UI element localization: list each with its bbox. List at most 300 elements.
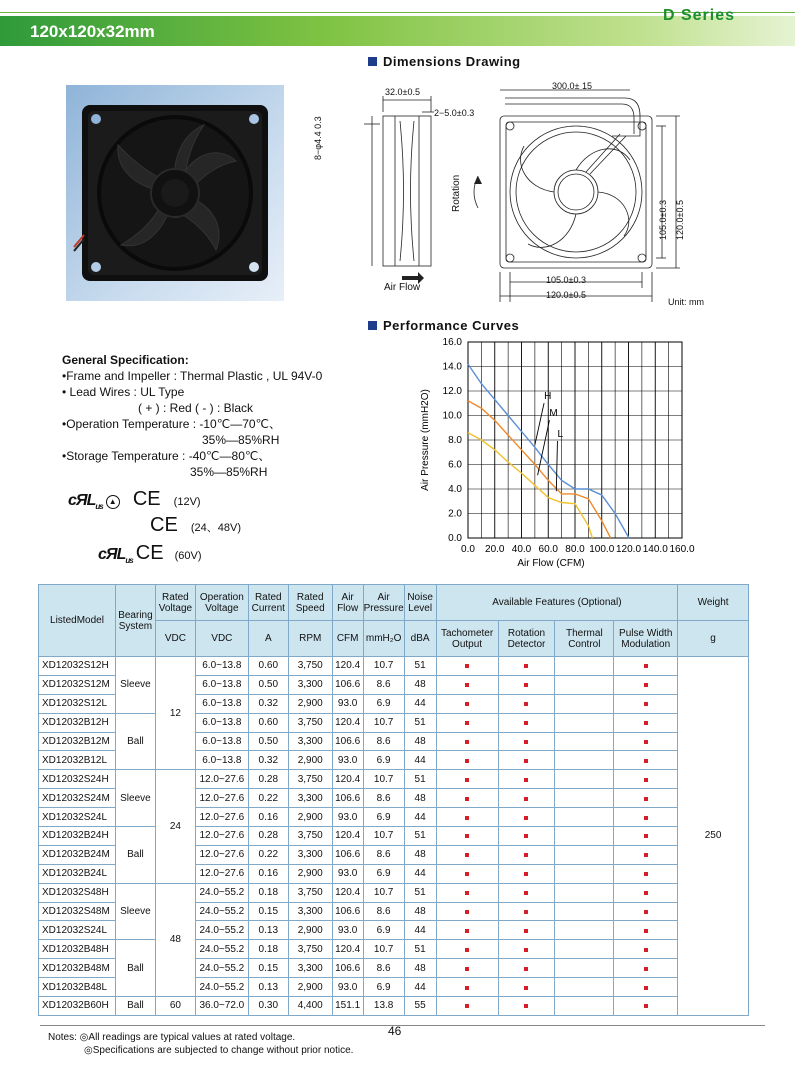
unit-noise: dBA <box>404 621 436 657</box>
y-tick-label: 0.0 <box>448 533 462 544</box>
op-voltage-cell: 6.0~13.8 <box>195 751 248 770</box>
cert-row-24-48v <box>150 514 241 537</box>
model-cell: XD12032S12M <box>39 675 116 694</box>
air-pressure-cell: 8.6 <box>363 675 404 694</box>
feature-cell <box>436 789 498 808</box>
feature-available-icon <box>644 834 648 838</box>
noise-cell: 51 <box>404 940 436 959</box>
feature-available-icon <box>644 986 648 990</box>
air-flow-cell: 93.0 <box>332 694 363 713</box>
air-flow-cell: 106.6 <box>332 675 363 694</box>
th-air-flow: Air Flow <box>332 585 363 621</box>
feature-available-icon <box>465 872 469 876</box>
series-line-L <box>468 433 592 538</box>
voltage-cell: 24 <box>155 770 195 883</box>
feature-cell <box>614 675 678 694</box>
feature-available-icon <box>465 910 469 914</box>
feature-cell <box>498 675 555 694</box>
x-tick-label: 120.0 <box>615 544 642 555</box>
feature-cell <box>555 770 614 789</box>
air-flow-cell: 93.0 <box>332 751 363 770</box>
ce-mark-icon: CE <box>135 542 164 564</box>
current-cell: 0.18 <box>248 940 288 959</box>
model-cell: XD12032S24L <box>39 921 116 940</box>
bullet-square-icon <box>368 321 377 330</box>
speed-cell: 4,400 <box>288 997 332 1016</box>
x-tick-label: 60.0 <box>538 544 558 555</box>
speed-cell: 3,750 <box>288 657 332 676</box>
current-cell: 0.16 <box>248 864 288 883</box>
feature-cell <box>555 921 614 940</box>
feature-cell <box>614 789 678 808</box>
feature-cell <box>555 864 614 883</box>
bearing-cell: Sleeve <box>115 883 155 940</box>
air-pressure-cell: 8.6 <box>363 789 404 808</box>
speed-cell: 2,900 <box>288 978 332 997</box>
feature-available-icon <box>644 664 648 668</box>
y-tick-label: 4.0 <box>448 484 462 495</box>
feature-available-icon <box>465 891 469 895</box>
depth-dim: 32.0±0.5 <box>385 87 420 97</box>
feature-cell <box>436 902 498 921</box>
air-flow-cell: 93.0 <box>332 864 363 883</box>
air-pressure-cell: 6.9 <box>363 694 404 713</box>
noise-cell: 51 <box>404 827 436 846</box>
feature-cell <box>436 808 498 827</box>
feature-available-icon <box>524 929 528 933</box>
noise-cell: 44 <box>404 808 436 827</box>
performance-title: Performance Curves <box>368 318 519 333</box>
y-tick-label: 2.0 <box>448 508 462 520</box>
feature-available-icon <box>524 759 528 763</box>
feature-cell <box>555 902 614 921</box>
op-voltage-cell: 6.0~13.8 <box>195 732 248 751</box>
model-cell: XD12032B24M <box>39 845 116 864</box>
feature-available-icon <box>644 740 648 744</box>
air-pressure-cell: 6.9 <box>363 751 404 770</box>
bearing-cell: Ball <box>115 827 155 884</box>
feature-cell <box>498 845 555 864</box>
y-tick-label: 16.0 <box>442 337 462 348</box>
speed-cell: 2,900 <box>288 808 332 827</box>
series-label-H: H <box>544 391 552 403</box>
feature-cell <box>498 808 555 827</box>
op-voltage-cell: 36.0~72.0 <box>195 997 248 1016</box>
feature-cell <box>614 902 678 921</box>
feature-cell <box>498 978 555 997</box>
feature-available-icon <box>524 778 528 782</box>
air-pressure-cell: 10.7 <box>363 713 404 732</box>
current-cell: 0.50 <box>248 732 288 751</box>
series-leader-line <box>556 441 557 491</box>
feature-cell <box>555 713 614 732</box>
th-voltage: Rated Voltage <box>155 585 195 621</box>
feature-available-icon <box>465 929 469 933</box>
feature-available-icon <box>465 683 469 687</box>
air-flow-cell: 120.4 <box>332 713 363 732</box>
speed-cell: 3,300 <box>288 959 332 978</box>
unit-current: A <box>248 621 288 657</box>
feature-cell <box>614 751 678 770</box>
model-cell: XD12032S24L <box>39 808 116 827</box>
current-cell: 0.13 <box>248 921 288 940</box>
feature-available-icon <box>465 759 469 763</box>
feature-available-icon <box>524 664 528 668</box>
feature-cell <box>614 864 678 883</box>
op-voltage-cell: 6.0~13.8 <box>195 657 248 676</box>
feature-pwm: Pulse Width Modulation <box>614 621 678 657</box>
current-cell: 0.18 <box>248 883 288 902</box>
model-cell: XD12032S12L <box>39 694 116 713</box>
feature-available-icon <box>524 683 528 687</box>
feature-cell <box>498 940 555 959</box>
hole-spacing-v-dim: 105.0±0.3 <box>658 200 668 240</box>
model-cell: XD12032B48L <box>39 978 116 997</box>
feature-cell <box>498 997 555 1016</box>
feature-rotation-detector: Rotation Detector <box>498 621 555 657</box>
air-flow-cell: 106.6 <box>332 789 363 808</box>
op-voltage-cell: 24.0~55.2 <box>195 921 248 940</box>
feature-cell <box>555 997 614 1016</box>
speed-cell: 3,750 <box>288 713 332 732</box>
air-pressure-cell: 8.6 <box>363 902 404 921</box>
unit-op-voltage: VDC <box>195 621 248 657</box>
y-axis-label: Air Pressure (mmH2O) <box>420 389 431 491</box>
x-tick-label: 160.0 <box>669 544 695 555</box>
footer-rule <box>40 1025 765 1026</box>
speed-cell: 3,300 <box>288 902 332 921</box>
spec-title: General Specification: <box>62 353 189 367</box>
feature-cell <box>555 789 614 808</box>
op-voltage-cell: 12.0~27.6 <box>195 864 248 883</box>
fan-image <box>66 85 284 301</box>
hole-spacing-h-dim: 105.0±0.3 <box>546 275 586 285</box>
th-bearing: Bearing System <box>115 585 155 657</box>
y-tick-label: 6.0 <box>448 459 462 471</box>
feature-cell <box>498 883 555 902</box>
feature-available-icon <box>465 740 469 744</box>
feature-cell <box>498 770 555 789</box>
table-row <box>39 940 749 959</box>
feature-cell <box>498 864 555 883</box>
noise-cell: 44 <box>404 864 436 883</box>
unit-air-flow: CFM <box>332 621 363 657</box>
th-current: Rated Current <box>248 585 288 621</box>
unit-weight: g <box>678 621 749 657</box>
weight-cell: 250 <box>678 657 749 1016</box>
feature-cell <box>614 997 678 1016</box>
current-cell: 0.15 <box>248 959 288 978</box>
feature-available-icon <box>465 986 469 990</box>
bearing-cell: Ball <box>115 713 155 770</box>
feature-cell <box>614 827 678 846</box>
feature-cell <box>555 978 614 997</box>
op-voltage-cell: 12.0~27.6 <box>195 808 248 827</box>
op-voltage-cell: 12.0~27.6 <box>195 789 248 808</box>
table-row <box>39 657 749 676</box>
feature-available-icon <box>524 872 528 876</box>
th-features: Available Features (Optional) <box>436 585 678 621</box>
product-photo <box>66 85 284 301</box>
feature-available-icon <box>524 1004 528 1008</box>
noise-cell: 48 <box>404 902 436 921</box>
noise-cell: 51 <box>404 883 436 902</box>
wire-length-dim: 300.0± 15 <box>552 81 592 91</box>
feature-cell <box>614 713 678 732</box>
feature-cell <box>436 694 498 713</box>
feature-available-icon <box>465 721 469 725</box>
x-tick-label: 40.0 <box>511 544 532 555</box>
feature-cell <box>436 997 498 1016</box>
air-flow-cell: 120.4 <box>332 827 363 846</box>
page-title: 120x120x32mm <box>30 22 155 41</box>
air-pressure-cell: 6.9 <box>363 808 404 827</box>
op-voltage-cell: 6.0~13.8 <box>195 675 248 694</box>
noise-cell: 48 <box>404 959 436 978</box>
feature-available-icon <box>644 910 648 914</box>
air-pressure-cell: 10.7 <box>363 883 404 902</box>
th-op-voltage: Operation Voltage <box>195 585 248 621</box>
air-flow-cell: 120.4 <box>332 657 363 676</box>
fin-dim: 2−5.0±0.3 <box>434 108 475 118</box>
model-cell: XD12032B12M <box>39 732 116 751</box>
op-voltage-cell: 12.0~27.6 <box>195 827 248 846</box>
feature-available-icon <box>465 834 469 838</box>
op-voltage-cell: 24.0~55.2 <box>195 959 248 978</box>
th-noise: Noise Level <box>404 585 436 621</box>
feature-cell <box>498 657 555 676</box>
model-cell: XD12032B24L <box>39 864 116 883</box>
feature-available-icon <box>524 740 528 744</box>
unit-air-pressure: mmH₂O <box>363 621 404 657</box>
air-pressure-cell: 6.9 <box>363 921 404 940</box>
spec-table <box>38 584 749 1016</box>
x-tick-label: 80.0 <box>565 544 585 555</box>
y-tick-label: 8.0 <box>448 435 462 446</box>
feature-available-icon <box>465 967 469 971</box>
dimensions-title: Dimensions Drawing <box>368 54 521 69</box>
feature-cell <box>555 827 614 846</box>
feature-cell <box>555 751 614 770</box>
cert-voltage-60: (60V) <box>174 550 202 562</box>
noise-cell: 44 <box>404 751 436 770</box>
spec-frame: •Frame and Impeller : Thermal Plastic , UL 94V-0 <box>62 369 323 383</box>
unit-voltage: VDC <box>155 621 195 657</box>
air-flow-cell: 93.0 <box>332 921 363 940</box>
op-voltage-cell: 6.0~13.8 <box>195 713 248 732</box>
feature-cell <box>498 959 555 978</box>
model-cell: XD12032S12H <box>39 657 116 676</box>
series-label: D Series <box>662 7 735 24</box>
air-pressure-cell: 6.9 <box>363 864 404 883</box>
feature-available-icon <box>644 853 648 857</box>
op-voltage-cell: 24.0~55.2 <box>195 978 248 997</box>
notes <box>48 1031 353 1057</box>
current-cell: 0.30 <box>248 997 288 1016</box>
feature-available-icon <box>465 1004 469 1008</box>
dimensions-drawing <box>350 76 730 312</box>
feature-cell <box>498 902 555 921</box>
airflow-label: Air Flow <box>384 282 421 293</box>
feature-cell <box>436 751 498 770</box>
feature-cell <box>614 770 678 789</box>
feature-available-icon <box>644 967 648 971</box>
triangle-cert-icon: ▲ <box>106 495 120 509</box>
feature-cell <box>436 770 498 789</box>
speed-cell: 3,300 <box>288 789 332 808</box>
ce-mark-icon: CE <box>150 514 178 536</box>
feature-cell <box>614 845 678 864</box>
air-flow-cell: 93.0 <box>332 808 363 827</box>
feature-available-icon <box>524 816 528 820</box>
current-cell: 0.13 <box>248 978 288 997</box>
feature-cell <box>555 883 614 902</box>
feature-cell <box>436 864 498 883</box>
cert-row-60v <box>98 542 202 565</box>
op-voltage-cell: 12.0~27.6 <box>195 770 248 789</box>
current-cell: 0.15 <box>248 902 288 921</box>
feature-cell <box>614 808 678 827</box>
air-flow-cell: 106.6 <box>332 959 363 978</box>
feature-available-icon <box>524 834 528 838</box>
feature-available-icon <box>644 683 648 687</box>
th-air-pressure: Air Pressure <box>363 585 404 621</box>
feature-available-icon <box>465 816 469 820</box>
feature-available-icon <box>524 986 528 990</box>
feature-available-icon <box>524 721 528 725</box>
feature-cell <box>436 978 498 997</box>
series-label-L: L <box>557 429 564 441</box>
table-row <box>39 827 749 846</box>
hole-dia-dim: 8−φ4.4 0.3 <box>313 116 323 160</box>
feature-available-icon <box>644 797 648 801</box>
air-pressure-cell: 6.9 <box>363 978 404 997</box>
noise-cell: 48 <box>404 675 436 694</box>
noise-cell: 48 <box>404 789 436 808</box>
speed-cell: 3,750 <box>288 770 332 789</box>
speed-cell: 2,900 <box>288 864 332 883</box>
feature-available-icon <box>644 872 648 876</box>
spec-st-temp: •Storage Temperature : -40℃—80℃、 <box>62 449 271 463</box>
air-flow-cell: 106.6 <box>332 732 363 751</box>
x-axis-label: Air Flow (CFM) <box>517 558 585 569</box>
current-cell: 0.22 <box>248 789 288 808</box>
op-voltage-cell: 24.0~55.2 <box>195 940 248 959</box>
y-tick-label: 10.0 <box>442 410 462 422</box>
air-pressure-cell: 10.7 <box>363 657 404 676</box>
model-cell: XD12032B60H <box>39 997 116 1016</box>
cert-row-12v <box>68 488 201 511</box>
feature-available-icon <box>465 948 469 952</box>
model-cell: XD12032S48M <box>39 902 116 921</box>
speed-cell: 3,300 <box>288 732 332 751</box>
feature-available-icon <box>644 1004 648 1008</box>
feature-available-icon <box>644 929 648 933</box>
model-cell: XD12032S24M <box>39 789 116 808</box>
ce-mark-icon: CE <box>132 488 161 510</box>
th-weight: Weight <box>678 585 749 621</box>
feature-available-icon <box>644 948 648 952</box>
feature-cell <box>498 921 555 940</box>
model-cell: XD12032S24H <box>39 770 116 789</box>
voltage-cell: 48 <box>155 883 195 996</box>
th-speed: Rated Speed <box>288 585 332 621</box>
spec-lead-colors: ( + ) : Red ( - ) : Black <box>138 401 254 415</box>
performance-chart <box>416 334 706 574</box>
ul-mark-icon: cЯL$_{us}$ <box>68 492 103 512</box>
table-row <box>39 997 749 1016</box>
feature-cell <box>436 675 498 694</box>
feature-available-icon <box>524 948 528 952</box>
spec-op-temp: •Operation Temperature : -10℃—70℃、 <box>62 417 282 431</box>
spec-st-humid: 35%—85%RH <box>190 465 268 479</box>
op-voltage-cell: 24.0~55.2 <box>195 902 248 921</box>
th-model: ListedModel <box>39 585 116 657</box>
current-cell: 0.60 <box>248 713 288 732</box>
feature-cell <box>436 921 498 940</box>
feature-cell <box>614 959 678 978</box>
speed-cell: 3,300 <box>288 675 332 694</box>
current-cell: 0.16 <box>248 808 288 827</box>
speed-cell: 3,750 <box>288 827 332 846</box>
ul-mark-icon: cЯL$_{us}$ <box>98 546 133 566</box>
x-tick-label: 140.0 <box>642 544 668 555</box>
air-flow-cell: 106.6 <box>332 845 363 864</box>
spec-lead: • Lead Wires : UL Type <box>62 385 185 399</box>
model-cell: XD12032B48M <box>39 959 116 978</box>
model-cell: XD12032S48H <box>39 883 116 902</box>
feature-cell <box>498 789 555 808</box>
air-pressure-cell: 10.7 <box>363 827 404 846</box>
y-tick-label: 12.0 <box>442 386 462 397</box>
noise-cell: 44 <box>404 694 436 713</box>
bearing-cell: Ball <box>115 940 155 997</box>
feature-available-icon <box>465 797 469 801</box>
feature-available-icon <box>644 759 648 763</box>
feature-cell <box>498 827 555 846</box>
feature-available-icon <box>465 853 469 857</box>
feature-available-icon <box>644 778 648 782</box>
air-flow-cell: 120.4 <box>332 883 363 902</box>
feature-cell <box>436 845 498 864</box>
model-cell: XD12032B48H <box>39 940 116 959</box>
feature-available-icon <box>644 702 648 706</box>
current-cell: 0.22 <box>248 845 288 864</box>
feature-cell <box>498 713 555 732</box>
feature-available-icon <box>524 891 528 895</box>
size-h-dim: 120.0±0.5 <box>546 290 586 300</box>
feature-cell <box>555 808 614 827</box>
bearing-cell: Sleeve <box>115 657 155 714</box>
cert-voltage-24-48: (24、48V) <box>190 522 241 534</box>
y-tick-label: 14.0 <box>442 361 462 373</box>
bearing-cell: Ball <box>115 997 155 1016</box>
general-specification <box>62 352 322 480</box>
feature-cell <box>436 827 498 846</box>
current-cell: 0.50 <box>248 675 288 694</box>
speed-cell: 2,900 <box>288 751 332 770</box>
noise-cell: 51 <box>404 713 436 732</box>
table-row <box>39 883 749 902</box>
current-cell: 0.28 <box>248 770 288 789</box>
air-flow-cell: 151.1 <box>332 997 363 1016</box>
feature-cell <box>555 675 614 694</box>
feature-available-icon <box>465 778 469 782</box>
feature-cell <box>614 978 678 997</box>
feature-cell <box>555 694 614 713</box>
feature-cell <box>555 940 614 959</box>
feature-available-icon <box>644 816 648 820</box>
